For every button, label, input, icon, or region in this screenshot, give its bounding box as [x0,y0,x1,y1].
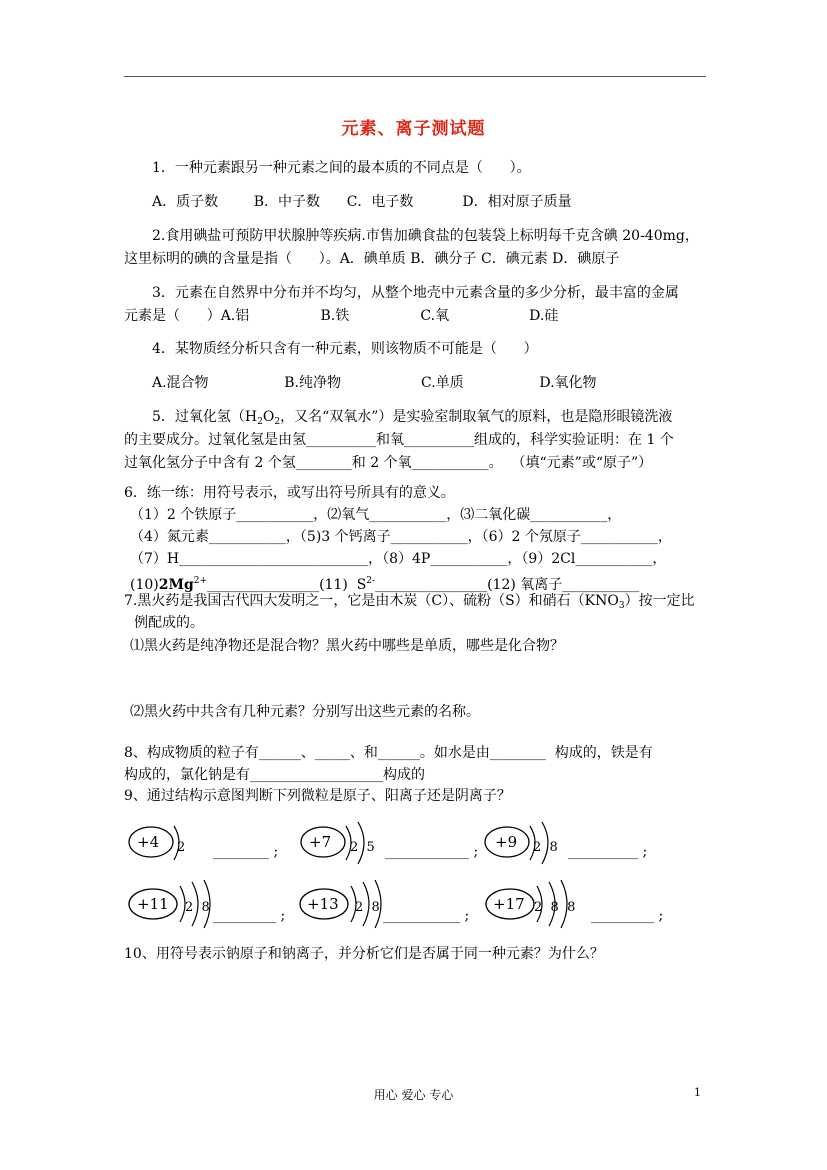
q8-line1: 8、构成物质的粒子有______、_____、和______。如水是由________ 构成的，铁是有 [124,745,653,761]
q10-stem: 10、用符号表示钠原子和钠离子，并分析它们是否属于同一种元素？为什么？ [124,946,604,962]
q5-suffix: ，又名“双氧水”）是实验室制取氧气的原料，也是隐形眼镜洗液 [280,409,673,425]
q6-item11-charge: 2- [366,576,376,586]
answer-blank-1: ________ ; [213,844,279,860]
q7-line2: 例配成的。 [134,615,204,631]
q5-line2: 的主要成分。过氧化氢是由氢__________和氧__________组成的，科学实验证明：在 1 个 [124,432,674,448]
q8-line2: 构成的，氯化钠是有___________________构成的 [124,767,425,783]
nucleus-5: +13 [307,895,339,913]
shells-1: 2 [177,840,186,855]
shells-3: 2 8 [533,840,558,855]
page-footer: 用心 爱心 专心 [373,1088,454,1102]
q6-item10-symbol: 2Mg [158,577,194,593]
nucleus-6: +17 [493,895,525,913]
nucleus-4: +11 [137,895,169,913]
q7-tail: ）按一定比 [624,593,695,609]
q6-item10-number: (10) [130,577,159,593]
page-number: 1 [694,1086,701,1099]
shells-5: 2 8 [355,900,380,915]
q6-stem: 6．练一练：用符号表示，或写出符号所具有的意义。 [124,485,455,501]
q9-stem: 9、通过结构示意图判断下列微粒是原子、阳离子还是阴离子？ [124,788,511,804]
q6-item11: ________________(11) S [207,577,367,593]
q6-item10-charge: 2+ [193,576,208,586]
q1-stem: 1．一种元素跟另一种元素之间的最本质的不同点是（ ）。 [152,160,531,176]
q7-text: 7.黑火药是我国古代四大发明之一，它是由木炭（C）、硫粉（S）和硝石（KNO [124,593,619,609]
page-title: 元素、离子测试题 [341,119,486,139]
answer-blank-4: _________ ; [213,908,286,924]
q2-line1: 2.食用碘盐可预防甲状腺肿等疾病.市售加碘食盐的包装袋上标明每千克含碘 20-40mg， [152,228,699,244]
answer-blank-2: ____________ ; [385,844,479,860]
q5-line1 [152,408,672,431]
nucleus-2: +7 [309,833,332,851]
q6-row3: （7）H___________________________，（8）4P___________，（9）2Cl___________， [130,551,667,567]
q4-options: A.混合物 B.纯净物 C.单质 D.氧化物 [152,375,597,391]
shells-6: 2 8 8 [534,900,576,915]
shells-2: 2 5 [350,840,375,855]
q5-line3: 过氧化氢分子中含有 2 个氢________和 2 个氧___________。 （填“元素”或“原子”） [124,455,653,471]
q5-sub2: 2 [274,417,281,427]
q7-sub1: ⑴黑火药是纯净物还是混合物？黑火药中哪些是单质，哪些是化合物？ [130,638,564,654]
q6-row1: （1）2 个铁原子___________，⑵氧气___________，⑶二氧化碳___________， [130,507,622,523]
nucleus-3: +9 [495,833,518,851]
q1-options: A．质子数 B．中子数 C．电子数 D．相对原子质量 [152,194,572,210]
q3-line2: 元素是（ ）A.铝 B.铁 C.氧 D.硅 [124,308,559,324]
q7-sub: 3 [618,601,625,611]
q6-row4 [130,572,639,594]
q6-row2: （4）氮元素___________，（5)3 个钙离子___________，（6）2 个氖原子___________， [130,529,672,545]
q7-line1 [124,592,695,615]
header-rule [124,76,706,77]
answer-blank-3: __________ ; [568,844,648,860]
q2-line2: 这里标明的碘的含量是指（ ）。A．碘单质 B．碘分子 C．碘元素 D．碘原子 [124,251,620,267]
shells-4: 2 8 [185,900,210,915]
q3-line1: 3．元素在自然界中分布并不均匀，从整个地壳中元素含量的多少分析，最丰富的金属 [152,285,679,301]
nucleus-1: +4 [137,833,160,851]
q7-sub2: ⑵黑火药中共含有几种元素？分别写出这些元素的名称。 [130,704,480,720]
q5-sub: 2 [257,417,263,427]
q5-mid: O [262,409,275,425]
answer-blank-6: _________ ; [591,908,664,924]
q6-item12: ________________(12) 氧离子___________ [375,577,640,593]
q5-prefix: 5．过氧化氢（H [152,409,258,425]
answer-blank-5: ___________ ; [383,908,470,924]
q4-stem: 4．某物质经分析只含有一种元素，则该物质不可能是（ ） [152,341,538,357]
